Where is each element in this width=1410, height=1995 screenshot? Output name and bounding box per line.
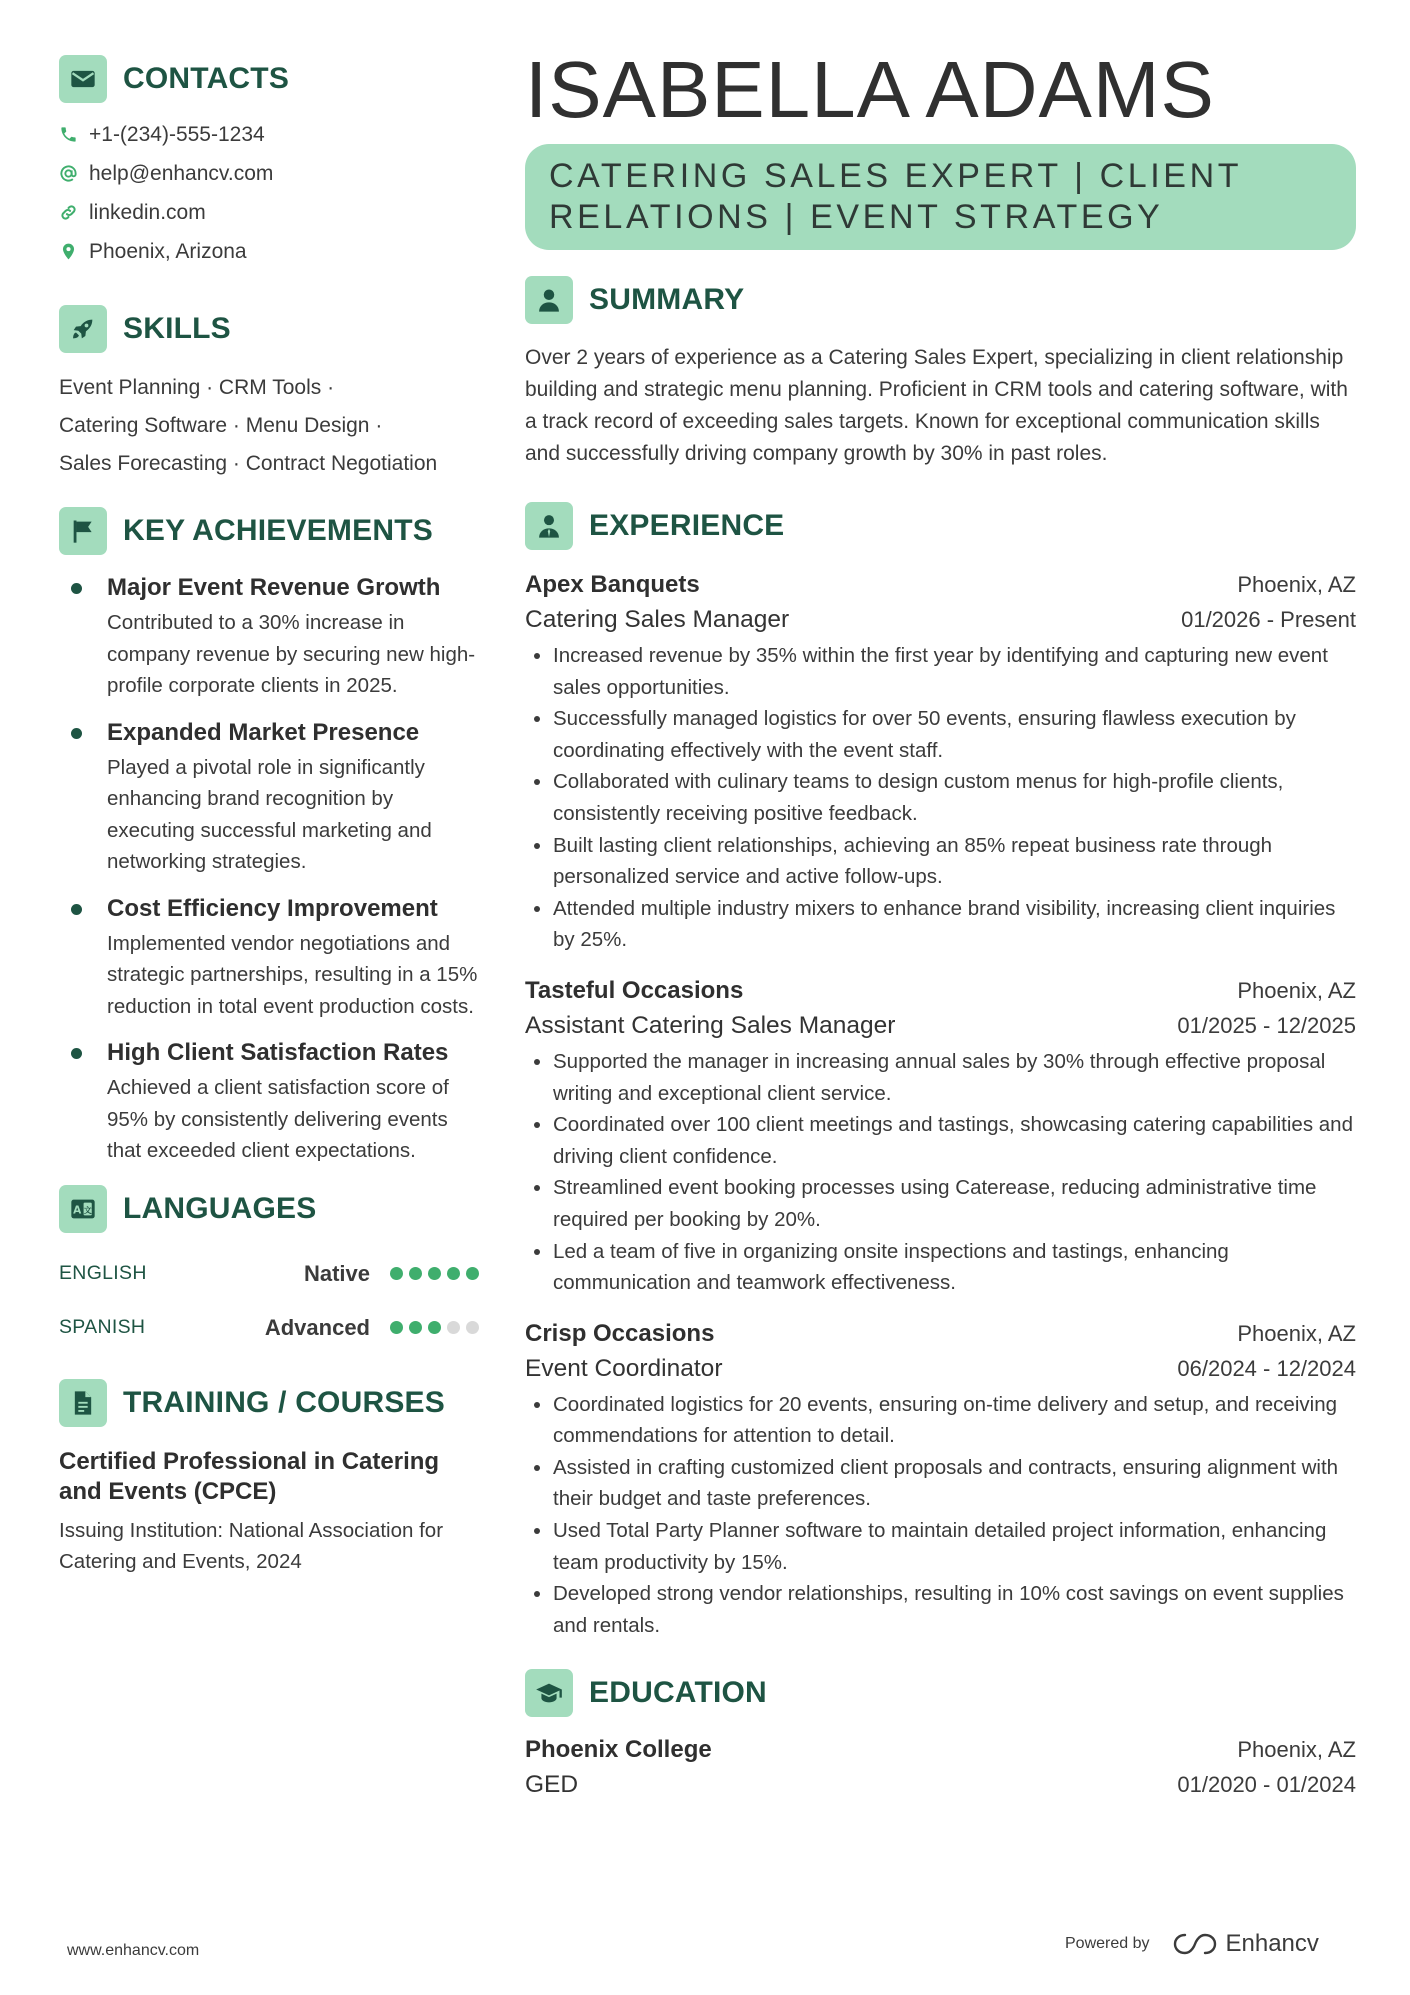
job-title-row: [525, 1008, 1356, 1044]
job-header-row: [525, 974, 1356, 1008]
job-bullets: [525, 640, 1356, 956]
bullet-icon: [71, 904, 82, 915]
job-dates: 01/2026 - Present: [1181, 607, 1356, 632]
course-desc: Issuing Institution: National Association for Catering and Events, 2024: [59, 1518, 444, 1573]
user-icon: [525, 276, 573, 324]
contact-linkedin: [59, 193, 479, 232]
education-section: [525, 1669, 1356, 1803]
achievement-item: [59, 718, 479, 878]
job-location: Phoenix, AZ: [1237, 977, 1356, 1003]
linkedin-link[interactable]: linkedin.com: [89, 200, 206, 224]
job-location: Phoenix, AZ: [1237, 572, 1356, 597]
achievements-list: [59, 573, 479, 1167]
summary-text: Over 2 years of experience as a Catering Sales Expert, specializing in client relationship building and strategic menu planning. Proficient in CRM tools and catering software, with a track record of exceeding sales targets. Known for exceptional communication skills and successfully driving company growth by 30% in past roles.: [525, 346, 1348, 465]
languages-title: LANGUAGES: [123, 1191, 317, 1225]
job-bullet: • Assisted in crafting customized client proposals and contracts, ensuring alignment with their budget and taste preferences.: [553, 1452, 1356, 1515]
experience-section: [525, 502, 1356, 1641]
phone-icon: [59, 125, 89, 144]
skills-line: Sales Forecasting · Contract Negotiation: [59, 452, 438, 475]
rating-dot: [390, 1267, 403, 1280]
contacts-list: [59, 115, 479, 271]
language-level: Native: [303, 1260, 370, 1286]
contact-location: [59, 232, 479, 271]
rating-dot: [466, 1321, 479, 1334]
achievements-header: [59, 507, 479, 555]
rating-dot: [447, 1267, 460, 1280]
language-level: Advanced: [264, 1314, 370, 1340]
email-link[interactable]: help@enhancv.com: [89, 161, 274, 185]
graduation-cap-icon: [525, 1669, 573, 1717]
rating-dot: [409, 1321, 422, 1334]
achievement-item: [59, 894, 479, 1023]
job-dates: 06/2024 - 12/2024: [1177, 1355, 1356, 1381]
bullet-icon: [71, 1048, 82, 1059]
phone-text[interactable]: +1-(234)-555-1234: [89, 122, 265, 146]
languages-header: [59, 1185, 479, 1233]
rating-dot: [428, 1267, 441, 1280]
footer-website[interactable]: www.enhancv.com: [67, 1942, 200, 1959]
job-title: Catering Sales Manager: [525, 606, 790, 633]
achievement-title: High Client Satisfaction Rates: [107, 1039, 449, 1066]
job-bullet: • Attended multiple industry mixers to enhance brand visibility, increasing client inquiries by 25%.: [553, 893, 1356, 956]
briefcase-user-icon: [525, 502, 573, 550]
location-text: Phoenix, Arizona: [89, 239, 247, 263]
at-icon: [59, 164, 89, 183]
training-title: TRAINING / COURSES: [123, 1385, 445, 1419]
footer-branding: [1065, 1930, 1319, 1958]
job-bullet: • Successfully managed logistics for over 50 events, ensuring flawless execution by coordinating effectively with the event staff.: [553, 703, 1356, 766]
rating-dot: [466, 1267, 479, 1280]
course-title: Certified Professional in Catering and Events (CPCE): [59, 1447, 440, 1505]
job-entry: [525, 974, 1356, 1299]
rating-dot: [447, 1321, 460, 1334]
education-degree: GED: [525, 1771, 579, 1799]
education-dates: 01/2020 - 01/2024: [1177, 1772, 1356, 1798]
achievements-title: KEY ACHIEVEMENTS: [123, 514, 433, 547]
job-company: Crisp Occasions: [525, 1319, 715, 1347]
language-rating: [390, 1267, 479, 1280]
skills-line: Event Planning · CRM Tools ·: [59, 376, 335, 399]
achievement-item: [59, 1038, 479, 1167]
svg-text:文: 文: [83, 1204, 92, 1215]
achievement-desc: Achieved a client satisfaction score of 95% by consistently delivering events that exceeded client expectations.: [107, 1076, 449, 1162]
summary-title: SUMMARY: [589, 283, 745, 316]
bullet-icon: [71, 728, 82, 739]
job-header-row: [525, 1317, 1356, 1351]
job-title: Event Coordinator: [525, 1354, 723, 1382]
job-bullet: • Supported the manager in increasing annual sales by 30% through effective proposal writing and exceptional client service.: [553, 1046, 1356, 1109]
job-bullets: [525, 1046, 1356, 1299]
achievement-title: Cost Efficiency Improvement: [107, 894, 438, 922]
enhancv-logo-icon: [1172, 1931, 1218, 1957]
education-header: [525, 1669, 1356, 1717]
job-entry: [525, 568, 1356, 956]
language-row: [59, 1247, 479, 1301]
contact-email: [59, 154, 479, 193]
job-entry: [525, 1317, 1356, 1642]
job-location: Phoenix, AZ: [1237, 1320, 1356, 1346]
skills-line: Catering Software · Menu Design ·: [59, 414, 383, 437]
summary-section: [525, 276, 1356, 470]
language-rating: [390, 1321, 479, 1334]
skills-header: [59, 305, 479, 353]
skills-title: SKILLS: [123, 312, 231, 345]
rocket-icon: [59, 305, 107, 353]
location-pin-icon: [59, 242, 89, 261]
achievement-title: Major Event Revenue Growth: [107, 574, 441, 601]
contact-phone: [59, 115, 479, 154]
rating-dot: [409, 1267, 422, 1280]
job-company: Apex Banquets: [525, 571, 700, 598]
job-dates: 01/2025 - 12/2025: [1177, 1012, 1356, 1038]
summary-header: [525, 276, 1356, 324]
job-bullet: • Streamlined event booking processes using Caterease, reducing administrative time required per booking by 20%.: [553, 1172, 1356, 1235]
left-column: [59, 55, 479, 1577]
powered-by-text: Powered by: [1065, 1935, 1150, 1952]
language-name: ENGLISH: [59, 1262, 147, 1284]
job-bullet: • Coordinated over 100 client meetings and tastings, showcasing catering capabilities and driving client confidence.: [553, 1109, 1356, 1172]
experience-header: [525, 502, 1356, 550]
education-location: Phoenix, AZ: [1237, 1737, 1356, 1763]
translate-icon: [59, 1185, 107, 1233]
contacts-title: CONTACTS: [123, 62, 290, 95]
languages-list: [59, 1247, 479, 1355]
job-title: Assistant Catering Sales Manager: [525, 1011, 896, 1039]
job-bullet: • Collaborated with culinary teams to design custom menus for high-profile clients, consistently receiving positive feedback.: [553, 766, 1356, 829]
language-row: [59, 1301, 479, 1355]
job-bullet: • Led a team of five in organizing onsite inspections and tastings, enhancing communication and teamwork effectiveness.: [553, 1236, 1356, 1299]
job-title-row: [525, 1351, 1356, 1387]
contacts-header: [59, 55, 479, 103]
achievement-title: Expanded Market Presence: [107, 718, 420, 746]
flag-icon: [59, 507, 107, 555]
bullet-icon: [71, 583, 82, 594]
right-column: [525, 40, 1356, 1803]
achievement-desc: Contributed to a 30% increase in company revenue by securing new high-profile corporate clients in 2025.: [107, 611, 476, 697]
job-bullet: • Used Total Party Planner software to maintain detailed project information, enhancing team productivity by 15%.: [553, 1515, 1356, 1578]
job-bullet: • Coordinated logistics for 20 events, ensuring on-time delivery and setup, and receiving commendations for attention to detail.: [553, 1389, 1356, 1452]
brand-logo[interactable]: [1172, 1930, 1319, 1958]
achievement-desc: Implemented vendor negotiations and strategic partnerships, resulting in a 15% reduction in total event production costs.: [107, 931, 478, 1018]
job-title-row: [525, 602, 1356, 638]
education-entry: [525, 1733, 1356, 1803]
job-bullet: • Developed strong vendor relationships, resulting in 10% cost savings on event supplies and rentals.: [553, 1578, 1356, 1641]
language-name: SPANISH: [59, 1316, 146, 1338]
achievement-item: [59, 573, 479, 702]
education-degree-row: [525, 1767, 1356, 1803]
headline-tagline: CATERING SALES EXPERT | CLIENT RELATIONS | EVENT STRATEGY: [525, 144, 1356, 250]
experience-title: EXPERIENCE: [589, 509, 785, 542]
rating-dot: [428, 1321, 441, 1334]
job-bullets: [525, 1389, 1356, 1642]
job-bullet: • Increased revenue by 35% within the first year by identifying and capturing new event sales opportunities.: [553, 640, 1356, 703]
job-header-row: [525, 568, 1356, 602]
svg-text:A: A: [73, 1204, 82, 1217]
link-icon: [59, 203, 89, 222]
rating-dot: [390, 1321, 403, 1334]
achievement-desc: Played a pivotal role in significantly enhancing brand recognition by executing successful marketing and networking strategies.: [107, 755, 432, 873]
job-bullet: • Built lasting client relationships, achieving an 85% repeat business rate through personalized service and active follow-ups.: [553, 830, 1356, 893]
training-header: [59, 1379, 479, 1427]
education-title: EDUCATION: [589, 1676, 767, 1710]
education-header-row: [525, 1733, 1356, 1767]
job-company: Tasteful Occasions: [525, 976, 744, 1004]
document-icon: [59, 1379, 107, 1427]
envelope-icon: [59, 55, 107, 103]
skills-list: [59, 369, 479, 483]
candidate-name: ISABELLA ADAMS: [525, 45, 1215, 134]
education-school: Phoenix College: [525, 1736, 712, 1764]
brand-name: Enhancv: [1225, 1930, 1319, 1957]
